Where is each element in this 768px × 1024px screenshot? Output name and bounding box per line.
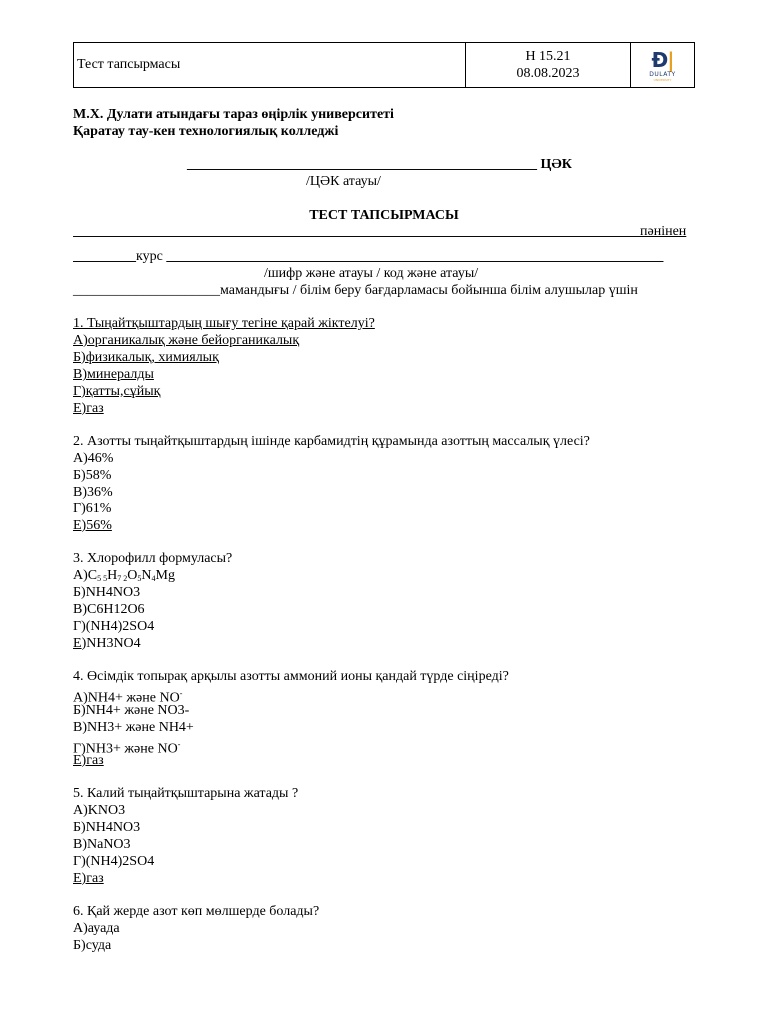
course-blank: _________ — [73, 249, 136, 264]
header-date: 08.08.2023 — [516, 66, 580, 81]
q3-option-c: В)C6H12O6 — [73, 602, 145, 617]
dulaty-logo — [646, 44, 680, 86]
q5-option-d: Г)(NH4)2SO4 — [73, 854, 155, 869]
q3-option-a-prefix: А) — [73, 568, 88, 583]
q2-text: 2. Азотты тыңайтқыштардың ішінде карбамидтің құрамында азоттың массалық үлесі? — [73, 434, 590, 449]
header-title-cell — [74, 43, 466, 87]
q5-option-c: В)NaNO3 — [73, 837, 131, 852]
q1-option-d: Г)қатты,сұйық — [73, 384, 161, 399]
specialty-line — [73, 282, 638, 299]
q6-option-a: А)ауада — [73, 921, 120, 936]
cdk-line: __________________________________________________ ЦӘК — [187, 157, 572, 172]
q5-option-e: Е)газ — [73, 871, 104, 886]
q5-option-a: А)KNO3 — [73, 803, 126, 818]
formula-h-index: 7 2 — [117, 574, 128, 583]
q3-option-e — [73, 635, 141, 652]
q6-text: 6. Қай жерде азот көп мөлшерде болады? — [73, 904, 320, 919]
q4-option-d-text: Г)NH3+ және NO — [73, 741, 178, 757]
logo-mark-icon: Ð| — [651, 47, 674, 72]
q2-option-c: В)36% — [73, 485, 113, 500]
formula-o: O — [127, 568, 138, 583]
header-table — [73, 42, 695, 88]
institution-line-2: Қаратау тау-кен технологиялық колледжі — [73, 124, 339, 139]
formula-mg: Mg — [155, 568, 175, 583]
formula-o-index: 5 — [137, 574, 142, 583]
q1-option-a: А)органикалық және бейорганикалық — [73, 333, 300, 348]
header-code: Н 15.21 — [525, 49, 571, 64]
q5-option-b: Б)NH4NO3 — [73, 820, 141, 835]
cipher-caption: /шифр және атауы / код және атауы/ — [264, 266, 479, 281]
specialty-text: мамандығы / білім беру бағдарламасы бойынша білім алушылар үшін — [220, 283, 638, 298]
logo-subtext: UNIVERSITY — [653, 77, 672, 82]
q2-option-a: А)46% — [73, 451, 114, 466]
q3-option-d: Г)(NH4)2SO4 — [73, 619, 155, 634]
q2-option-b: Б)58% — [73, 468, 112, 483]
q2-option-d: Г)61% — [73, 501, 112, 516]
formula-c-index: 5 5 — [97, 574, 108, 583]
institution-line-1: М.Х. Дулати атындағы тараз өңірлік университеті — [73, 107, 394, 122]
logo-wordmark: DULATY — [649, 70, 676, 78]
q4-option-d-sup: - — [177, 740, 181, 749]
formula-c: C — [87, 568, 98, 583]
subject-suffix: пәнінен — [640, 224, 687, 239]
subject-blank: _________________________________________________________________________________ — [73, 224, 640, 239]
q1-option-b: Б)физикалық, химиялық — [73, 350, 219, 365]
q4-option-a-text: А)NH4+ және NO — [73, 690, 180, 706]
q1-text: 1. Тыңайтқыштардың шығу тегіне қарай жіктелуі? — [73, 316, 375, 331]
q3-option-e-letter: Е — [73, 636, 82, 651]
specialty-blank: _____________________ — [73, 283, 220, 298]
q4-text: 4. Өсімдік топырақ арқылы азотты аммоний ионы қандай түрде сіңіреді? — [73, 669, 509, 684]
subject-line — [73, 223, 695, 240]
q4-option-c: В)NH3+ және NH4+ — [73, 720, 194, 735]
formula-h: H — [107, 568, 118, 583]
cdk-caption: /ЦӘК атауы/ — [306, 174, 381, 189]
q1-option-c: В)минералды — [73, 367, 154, 382]
q2-option-e: Е)56% — [73, 518, 112, 533]
q4-option-a-sup: - — [179, 689, 183, 698]
header-code-cell — [466, 43, 631, 87]
test-title: ТЕСТ ТАПСЫРМАСЫ — [309, 208, 459, 223]
course-line — [73, 248, 695, 265]
course-word: курс — [136, 249, 163, 264]
formula-n-index: 4 — [151, 574, 156, 583]
q3-text: 3. Хлорофилл формуласы? — [73, 551, 233, 566]
q1-option-e: Е)газ — [73, 401, 104, 416]
q5-text: 5. Калий тыңайтқыштарына жатады ? — [73, 786, 299, 801]
q4-option-e: Е)газ — [73, 753, 104, 768]
q6-option-b: Б)суда — [73, 938, 112, 953]
header-title: Тест тапсырмасы — [77, 57, 181, 72]
q3-option-e-rest: )NH3NO4 — [81, 636, 141, 651]
course-rest: _______________________________________________________________________ — [166, 249, 664, 264]
q4-option-b: Б)NH4+ және NO3- — [73, 703, 190, 718]
formula-n: N — [141, 568, 152, 583]
q3-option-b: Б)NH4NO3 — [73, 585, 141, 600]
header-logo-cell — [631, 43, 694, 87]
